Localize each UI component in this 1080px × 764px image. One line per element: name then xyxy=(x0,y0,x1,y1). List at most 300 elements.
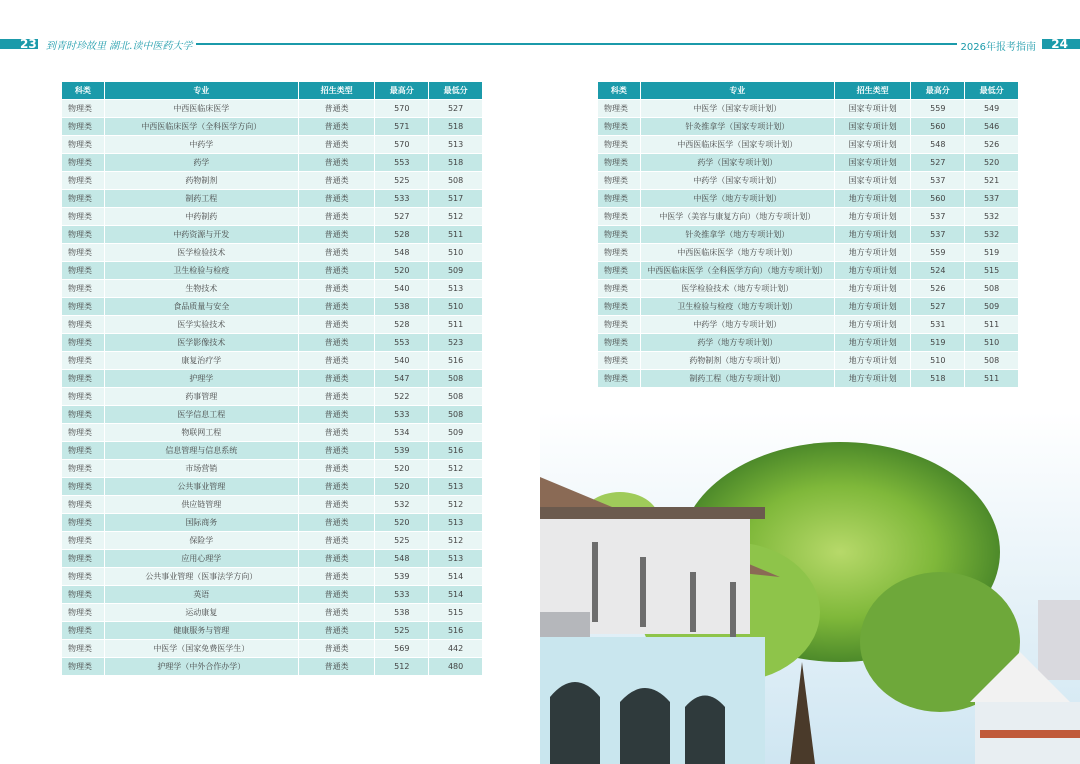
header-major: 专业 xyxy=(641,82,834,99)
cell-min: 511 xyxy=(429,316,482,333)
table-row xyxy=(62,478,482,495)
campus-photo xyxy=(540,412,1080,764)
cell-major: 中西医临床医学 xyxy=(105,100,298,117)
cell-major: 中药制药 xyxy=(105,208,298,225)
cell-max: 537 xyxy=(911,208,964,225)
cell-type: 普通类 xyxy=(299,208,375,225)
cell-max: 520 xyxy=(375,478,428,495)
cell-category: 物理类 xyxy=(62,244,104,261)
cell-category: 物理类 xyxy=(62,316,104,333)
cell-max: 548 xyxy=(375,244,428,261)
cell-major: 信息管理与信息系统 xyxy=(105,442,298,459)
cell-max: 570 xyxy=(375,100,428,117)
cell-category: 物理类 xyxy=(62,640,104,657)
cell-type: 国家专项计划 xyxy=(835,118,911,135)
table-row xyxy=(598,334,1018,351)
cell-type: 普通类 xyxy=(299,190,375,207)
table-row xyxy=(598,172,1018,189)
cell-max: 560 xyxy=(911,190,964,207)
cell-min: 523 xyxy=(429,334,482,351)
cell-max: 548 xyxy=(911,136,964,153)
cell-type: 普通类 xyxy=(299,262,375,279)
cell-major: 中药资源与开发 xyxy=(105,226,298,243)
cell-max: 560 xyxy=(911,118,964,135)
cell-max: 571 xyxy=(375,118,428,135)
cell-category: 物理类 xyxy=(598,280,640,297)
cell-type: 普通类 xyxy=(299,334,375,351)
table-row xyxy=(62,442,482,459)
table-row xyxy=(598,316,1018,333)
campus-building-tree-image xyxy=(540,412,1080,764)
cell-type: 国家专项计划 xyxy=(835,172,911,189)
cell-min: 509 xyxy=(965,298,1018,315)
cell-major: 卫生检验与检疫（地方专项计划） xyxy=(641,298,834,315)
cell-max: 518 xyxy=(911,370,964,387)
table-row xyxy=(598,262,1018,279)
cell-max: 525 xyxy=(375,622,428,639)
table-row xyxy=(598,136,1018,153)
cell-category: 物理类 xyxy=(62,532,104,549)
cell-min: 513 xyxy=(429,514,482,531)
cell-category: 物理类 xyxy=(62,442,104,459)
cell-major: 中西医临床医学（全科医学方向）（地方专项计划） xyxy=(641,262,834,279)
cell-major: 物联网工程 xyxy=(105,424,298,441)
cell-category: 物理类 xyxy=(598,118,640,135)
table-row xyxy=(62,244,482,261)
table-row xyxy=(62,172,482,189)
cell-major: 药物制剂（地方专项计划） xyxy=(641,352,834,369)
cell-max: 527 xyxy=(375,208,428,225)
cell-min: 513 xyxy=(429,478,482,495)
cell-type: 普通类 xyxy=(299,604,375,621)
cell-major: 制药工程 xyxy=(105,190,298,207)
cell-major: 中西医临床医学（国家专项计划） xyxy=(641,136,834,153)
cell-max: 512 xyxy=(375,658,428,675)
table-row xyxy=(62,370,482,387)
cell-min: 521 xyxy=(965,172,1018,189)
cell-category: 物理类 xyxy=(598,298,640,315)
cell-category: 物理类 xyxy=(62,550,104,567)
cell-min: 509 xyxy=(429,262,482,279)
left-score-table xyxy=(61,81,483,676)
cell-major: 运动康复 xyxy=(105,604,298,621)
cell-category: 物理类 xyxy=(62,100,104,117)
cell-max: 540 xyxy=(375,280,428,297)
cell-category: 物理类 xyxy=(598,352,640,369)
table-row xyxy=(62,208,482,225)
header-max: 最高分 xyxy=(911,82,964,99)
cell-min: 532 xyxy=(965,226,1018,243)
cell-category: 物理类 xyxy=(62,352,104,369)
cell-category: 物理类 xyxy=(62,496,104,513)
cell-major: 药物制剂 xyxy=(105,172,298,189)
cell-type: 普通类 xyxy=(299,154,375,171)
cell-max: 533 xyxy=(375,406,428,423)
cell-type: 普通类 xyxy=(299,244,375,261)
cell-max: 537 xyxy=(911,172,964,189)
cell-major: 生物技术 xyxy=(105,280,298,297)
table-row xyxy=(62,586,482,603)
cell-type: 普通类 xyxy=(299,298,375,315)
cell-major: 市场营销 xyxy=(105,460,298,477)
header-max: 最高分 xyxy=(375,82,428,99)
cell-type: 国家专项计划 xyxy=(835,100,911,117)
cell-major: 中西医临床医学（全科医学方向） xyxy=(105,118,298,135)
cell-min: 511 xyxy=(965,370,1018,387)
table-row xyxy=(598,280,1018,297)
cell-type: 普通类 xyxy=(299,496,375,513)
cell-major: 医学检验技术（地方专项计划） xyxy=(641,280,834,297)
cell-major: 应用心理学 xyxy=(105,550,298,567)
cell-max: 539 xyxy=(375,568,428,585)
table-row xyxy=(62,190,482,207)
header-type: 招生类型 xyxy=(299,82,375,99)
cell-max: 569 xyxy=(375,640,428,657)
cell-major: 药学 xyxy=(105,154,298,171)
cell-max: 520 xyxy=(375,262,428,279)
cell-max: 538 xyxy=(375,298,428,315)
cell-type: 普通类 xyxy=(299,100,375,117)
cell-category: 物理类 xyxy=(598,136,640,153)
cell-min: 516 xyxy=(429,352,482,369)
header-line-left xyxy=(168,43,540,45)
cell-type: 普通类 xyxy=(299,640,375,657)
cell-type: 地方专项计划 xyxy=(835,298,911,315)
cell-max: 527 xyxy=(911,298,964,315)
cell-max: 532 xyxy=(375,496,428,513)
table-row xyxy=(598,208,1018,225)
cell-max: 533 xyxy=(375,586,428,603)
cell-type: 国家专项计划 xyxy=(835,136,911,153)
cell-min: 512 xyxy=(429,208,482,225)
cell-max: 519 xyxy=(911,334,964,351)
table-row xyxy=(62,604,482,621)
cell-major: 针灸推拿学（国家专项计划） xyxy=(641,118,834,135)
table-row xyxy=(62,568,482,585)
cell-category: 物理类 xyxy=(62,478,104,495)
cell-category: 物理类 xyxy=(62,658,104,675)
cell-min: 510 xyxy=(429,244,482,261)
cell-category: 物理类 xyxy=(598,226,640,243)
table-row xyxy=(598,190,1018,207)
cell-min: 511 xyxy=(965,316,1018,333)
cell-category: 物理类 xyxy=(598,316,640,333)
cell-min: 517 xyxy=(429,190,482,207)
cell-major: 康复治疗学 xyxy=(105,352,298,369)
cell-type: 普通类 xyxy=(299,442,375,459)
cell-type: 普通类 xyxy=(299,280,375,297)
cell-min: 518 xyxy=(429,154,482,171)
cell-type: 普通类 xyxy=(299,424,375,441)
cell-type: 普通类 xyxy=(299,622,375,639)
cell-min: 549 xyxy=(965,100,1018,117)
cell-major: 卫生检验与检疫 xyxy=(105,262,298,279)
cell-major: 护理学 xyxy=(105,370,298,387)
table-row xyxy=(62,136,482,153)
cell-type: 国家专项计划 xyxy=(835,154,911,171)
cell-min: 512 xyxy=(429,460,482,477)
table-header-row xyxy=(62,82,482,99)
cell-major: 食品质量与安全 xyxy=(105,298,298,315)
table-row xyxy=(62,640,482,657)
header-line-right xyxy=(540,43,965,45)
table-row xyxy=(598,100,1018,117)
cell-major: 中医学（美容与康复方向）（地方专项计划） xyxy=(641,208,834,225)
cell-max: 520 xyxy=(375,514,428,531)
cell-min: 508 xyxy=(965,352,1018,369)
table-row xyxy=(62,658,482,675)
cell-category: 物理类 xyxy=(598,172,640,189)
table-row xyxy=(62,388,482,405)
cell-major: 药事管理 xyxy=(105,388,298,405)
cell-major: 药学（地方专项计划） xyxy=(641,334,834,351)
cell-min: 515 xyxy=(429,604,482,621)
cell-max: 524 xyxy=(911,262,964,279)
cell-min: 527 xyxy=(429,100,482,117)
cell-category: 物理类 xyxy=(62,604,104,621)
cell-category: 物理类 xyxy=(598,370,640,387)
table-row xyxy=(62,100,482,117)
cell-type: 普通类 xyxy=(299,658,375,675)
header-major: 专业 xyxy=(105,82,298,99)
cell-category: 物理类 xyxy=(62,460,104,477)
table-row xyxy=(62,226,482,243)
cell-category: 物理类 xyxy=(598,154,640,171)
cell-min: 508 xyxy=(429,172,482,189)
cell-min: 512 xyxy=(429,532,482,549)
cell-min: 512 xyxy=(429,496,482,513)
cell-category: 物理类 xyxy=(598,244,640,261)
table-row xyxy=(62,424,482,441)
header-min: 最低分 xyxy=(429,82,482,99)
cell-category: 物理类 xyxy=(598,208,640,225)
cell-category: 物理类 xyxy=(62,586,104,603)
cell-min: 514 xyxy=(429,586,482,603)
cell-category: 物理类 xyxy=(62,226,104,243)
cell-type: 普通类 xyxy=(299,118,375,135)
table-row xyxy=(62,550,482,567)
cell-min: 513 xyxy=(429,550,482,567)
cell-type: 普通类 xyxy=(299,532,375,549)
cell-min: 514 xyxy=(429,568,482,585)
cell-type: 地方专项计划 xyxy=(835,280,911,297)
cell-max: 538 xyxy=(375,604,428,621)
cell-min: 510 xyxy=(429,298,482,315)
cell-category: 物理类 xyxy=(62,514,104,531)
cell-max: 527 xyxy=(911,154,964,171)
cell-category: 物理类 xyxy=(598,190,640,207)
cell-type: 地方专项计划 xyxy=(835,334,911,351)
table-row xyxy=(62,334,482,351)
cell-max: 553 xyxy=(375,334,428,351)
cell-min: 513 xyxy=(429,136,482,153)
table-row xyxy=(62,460,482,477)
cell-type: 普通类 xyxy=(299,172,375,189)
cell-major: 公共事业管理 xyxy=(105,478,298,495)
table-row xyxy=(598,352,1018,369)
cell-category: 物理类 xyxy=(62,424,104,441)
cell-major: 保险学 xyxy=(105,532,298,549)
cell-type: 普通类 xyxy=(299,478,375,495)
cell-min: 537 xyxy=(965,190,1018,207)
table-row xyxy=(598,154,1018,171)
cell-major: 英语 xyxy=(105,586,298,603)
table-row xyxy=(62,280,482,297)
table-row xyxy=(62,118,482,135)
cell-min: 442 xyxy=(429,640,482,657)
table-row xyxy=(62,352,482,369)
cell-major: 中药学（国家专项计划） xyxy=(641,172,834,189)
cell-min: 508 xyxy=(965,280,1018,297)
cell-type: 地方专项计划 xyxy=(835,208,911,225)
cell-category: 物理类 xyxy=(62,334,104,351)
table-row xyxy=(598,118,1018,135)
cell-category: 物理类 xyxy=(62,172,104,189)
cell-category: 物理类 xyxy=(62,190,104,207)
cell-major: 护理学（中外合作办学） xyxy=(105,658,298,675)
cell-category: 物理类 xyxy=(598,334,640,351)
cell-max: 520 xyxy=(375,460,428,477)
page-number-right: 24 xyxy=(1051,37,1068,51)
cell-type: 普通类 xyxy=(299,406,375,423)
cell-category: 物理类 xyxy=(62,568,104,585)
cell-type: 普通类 xyxy=(299,586,375,603)
cell-max: 528 xyxy=(375,316,428,333)
cell-type: 地方专项计划 xyxy=(835,352,911,369)
cell-major: 中药学（地方专项计划） xyxy=(641,316,834,333)
cell-major: 供应链管理 xyxy=(105,496,298,513)
cell-min: 515 xyxy=(965,262,1018,279)
cell-type: 普通类 xyxy=(299,550,375,567)
header-category: 科类 xyxy=(598,82,640,99)
cell-type: 地方专项计划 xyxy=(835,262,911,279)
cell-category: 物理类 xyxy=(62,262,104,279)
table-row xyxy=(62,262,482,279)
cell-max: 547 xyxy=(375,370,428,387)
header-min: 最低分 xyxy=(965,82,1018,99)
right-score-table xyxy=(597,81,1019,388)
cell-type: 地方专项计划 xyxy=(835,190,911,207)
page-number-left: 23 xyxy=(20,37,37,51)
cell-category: 物理类 xyxy=(62,208,104,225)
cell-max: 525 xyxy=(375,172,428,189)
table-row xyxy=(62,316,482,333)
table-row xyxy=(598,370,1018,387)
cell-major: 制药工程（地方专项计划） xyxy=(641,370,834,387)
cell-type: 普通类 xyxy=(299,388,375,405)
table-row xyxy=(62,496,482,513)
table-row xyxy=(598,226,1018,243)
cell-major: 医学影像技术 xyxy=(105,334,298,351)
cell-min: 511 xyxy=(429,226,482,243)
cell-major: 健康服务与管理 xyxy=(105,622,298,639)
cell-max: 525 xyxy=(375,532,428,549)
cell-max: 531 xyxy=(911,316,964,333)
cell-max: 539 xyxy=(375,442,428,459)
cell-major: 药学（国家专项计划） xyxy=(641,154,834,171)
cell-category: 物理类 xyxy=(62,118,104,135)
cell-max: 540 xyxy=(375,352,428,369)
cell-major: 公共事业管理（医事法学方向） xyxy=(105,568,298,585)
cell-major: 中药学 xyxy=(105,136,298,153)
cell-category: 物理类 xyxy=(62,154,104,171)
cell-max: 553 xyxy=(375,154,428,171)
cell-category: 物理类 xyxy=(62,298,104,315)
table-row xyxy=(62,298,482,315)
cell-major: 医学实验技术 xyxy=(105,316,298,333)
cell-type: 地方专项计划 xyxy=(835,370,911,387)
cell-major: 医学检验技术 xyxy=(105,244,298,261)
table-row xyxy=(62,532,482,549)
cell-category: 物理类 xyxy=(62,370,104,387)
cell-category: 物理类 xyxy=(62,280,104,297)
cell-min: 480 xyxy=(429,658,482,675)
cell-category: 物理类 xyxy=(62,388,104,405)
cell-major: 医学信息工程 xyxy=(105,406,298,423)
cell-category: 物理类 xyxy=(62,136,104,153)
table-row xyxy=(62,154,482,171)
cell-max: 548 xyxy=(375,550,428,567)
cell-max: 522 xyxy=(375,388,428,405)
table-header-row xyxy=(598,82,1018,99)
cell-type: 地方专项计划 xyxy=(835,244,911,261)
cell-max: 510 xyxy=(911,352,964,369)
cell-min: 508 xyxy=(429,406,482,423)
slogan: 到青时珍故里 湖北.读中医药大学 xyxy=(42,37,196,52)
cell-max: 537 xyxy=(911,226,964,243)
cell-category: 物理类 xyxy=(62,622,104,639)
cell-category: 物理类 xyxy=(598,100,640,117)
cell-major: 国际商务 xyxy=(105,514,298,531)
cell-type: 普通类 xyxy=(299,514,375,531)
cell-min: 546 xyxy=(965,118,1018,135)
cell-min: 526 xyxy=(965,136,1018,153)
cell-max: 526 xyxy=(911,280,964,297)
cell-max: 528 xyxy=(375,226,428,243)
table-row xyxy=(598,298,1018,315)
cell-min: 509 xyxy=(429,424,482,441)
cell-category: 物理类 xyxy=(62,406,104,423)
table-row xyxy=(62,622,482,639)
cell-type: 普通类 xyxy=(299,352,375,369)
cell-min: 510 xyxy=(965,334,1018,351)
cell-type: 地方专项计划 xyxy=(835,316,911,333)
cell-type: 普通类 xyxy=(299,136,375,153)
cell-major: 中西医临床医学（地方专项计划） xyxy=(641,244,834,261)
cell-category: 物理类 xyxy=(598,262,640,279)
cell-min: 516 xyxy=(429,442,482,459)
cell-type: 普通类 xyxy=(299,460,375,477)
guide-title: 2026年报考指南 xyxy=(957,38,1040,53)
cell-max: 570 xyxy=(375,136,428,153)
cell-min: 532 xyxy=(965,208,1018,225)
cell-major: 中医学（国家专项计划） xyxy=(641,100,834,117)
cell-max: 559 xyxy=(911,100,964,117)
cell-max: 559 xyxy=(911,244,964,261)
cell-max: 533 xyxy=(375,190,428,207)
cell-min: 508 xyxy=(429,388,482,405)
cell-min: 516 xyxy=(429,622,482,639)
table-row xyxy=(598,244,1018,261)
cell-max: 534 xyxy=(375,424,428,441)
cell-min: 513 xyxy=(429,280,482,297)
header-type: 招生类型 xyxy=(835,82,911,99)
table-row xyxy=(62,406,482,423)
cell-min: 518 xyxy=(429,118,482,135)
cell-min: 519 xyxy=(965,244,1018,261)
table-row xyxy=(62,514,482,531)
cell-min: 520 xyxy=(965,154,1018,171)
